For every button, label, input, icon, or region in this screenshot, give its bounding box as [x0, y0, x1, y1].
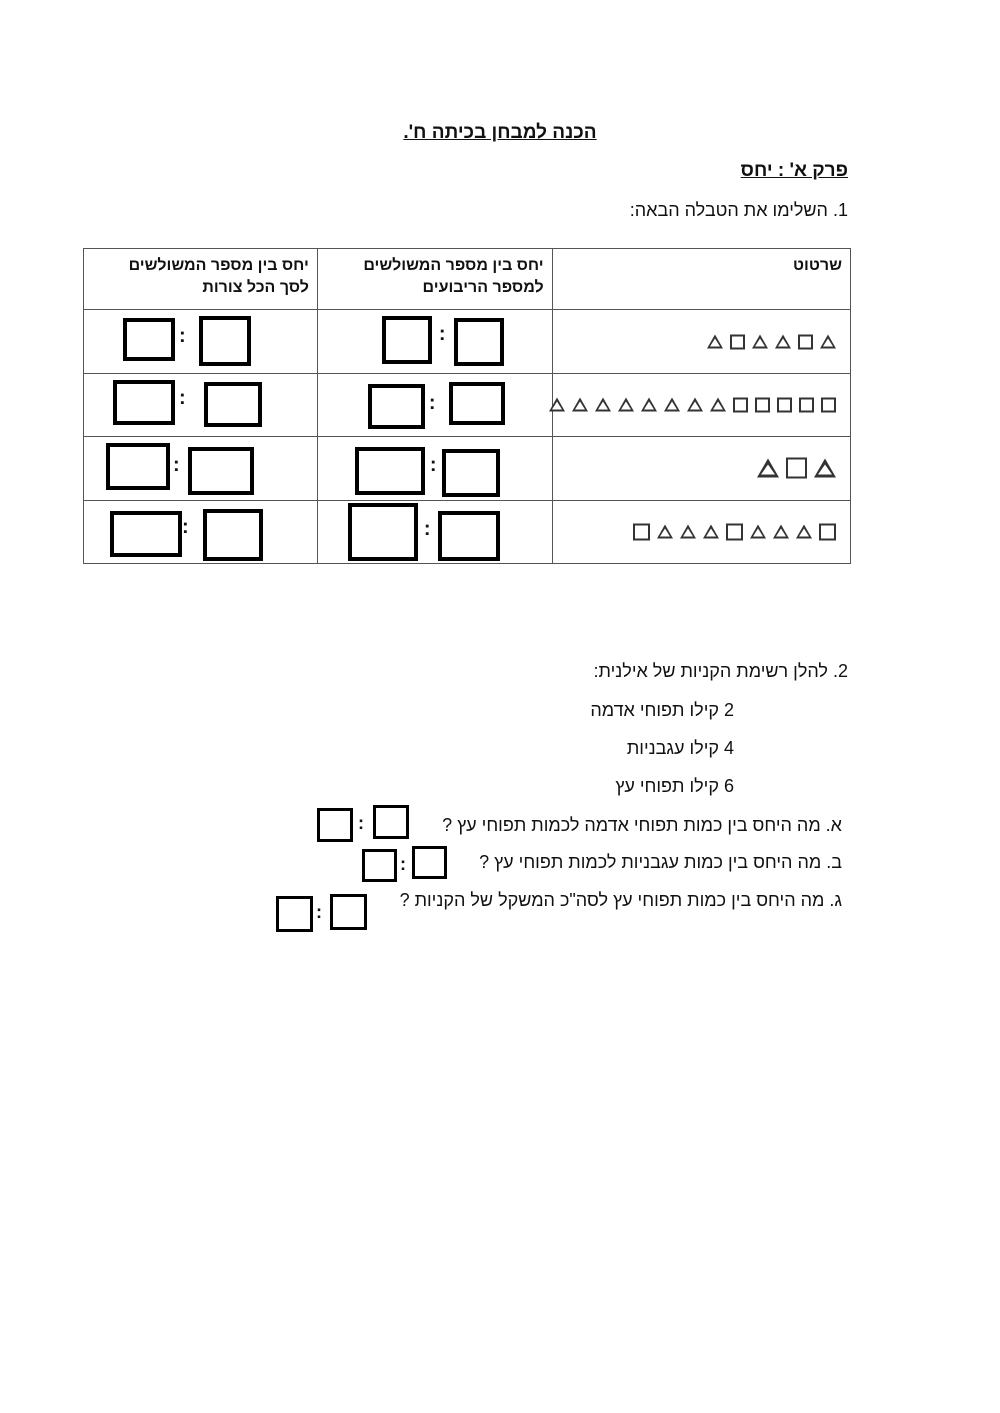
shape-row: [757, 458, 836, 479]
header-triangles-to-squares-line1: יחס בין מספר המשולשים: [363, 257, 544, 274]
square-icon: [819, 523, 836, 540]
triangle-icon: [752, 335, 768, 349]
colon: :: [182, 515, 189, 538]
answer-box[interactable]: [348, 503, 418, 561]
drawing-cell: [552, 500, 850, 563]
triangle-icon: [618, 398, 634, 412]
square-icon: [726, 523, 743, 540]
answer-box[interactable]: [412, 846, 447, 879]
answer-box[interactable]: [113, 380, 175, 425]
answer-cell-triangles-to-total: [84, 500, 318, 563]
triangle-icon: [775, 335, 791, 349]
drawing-cell: [552, 437, 850, 500]
answer-box[interactable]: [204, 382, 262, 427]
answer-box[interactable]: [454, 318, 504, 366]
colon: :: [316, 902, 322, 922]
answer-box[interactable]: [373, 805, 409, 839]
shape-row: [633, 523, 836, 540]
table-row: [84, 310, 851, 373]
square-icon: [633, 523, 650, 540]
answer-cell-triangles-to-squares: [317, 373, 552, 436]
colon: :: [423, 517, 431, 540]
answer-box[interactable]: [106, 443, 170, 490]
answer-box[interactable]: [382, 316, 432, 364]
square-icon: [799, 397, 814, 412]
shape-row: [707, 334, 836, 349]
triangle-icon: [687, 398, 703, 412]
colon: :: [179, 325, 186, 348]
triangle-icon: [707, 335, 723, 349]
page-title: הכנה למבחן בכיתה ח'.: [403, 122, 597, 143]
header-triangles-to-total-line1: יחס בין מספר המשולשים: [128, 257, 309, 274]
colon: :: [179, 386, 186, 409]
answer-box[interactable]: [188, 447, 254, 495]
header-triangles-to-total-line2: לסך הכל צורות: [202, 279, 309, 296]
answer-box[interactable]: [203, 509, 263, 561]
answer-box[interactable]: [123, 318, 175, 361]
colon: :: [438, 323, 446, 346]
colon: :: [400, 854, 406, 874]
square-icon: [821, 397, 836, 412]
answer-cell-triangles-to-squares: [317, 310, 552, 373]
triangle-icon: [595, 398, 611, 412]
question-2a-text: א. מה היחס בין כמות תפוחי אדמה לכמות תפוחי עץ ?: [442, 815, 842, 835]
answer-box[interactable]: [355, 447, 425, 495]
triangle-icon: [750, 525, 766, 539]
triangle-icon: [680, 525, 696, 539]
table-header-row: [84, 249, 851, 310]
square-icon: [798, 334, 813, 349]
triangle-icon: [796, 525, 812, 539]
list-item: 4 קילו עגבניות: [626, 738, 734, 758]
colon: :: [358, 813, 364, 833]
answer-box[interactable]: [330, 894, 367, 930]
table-row: [84, 500, 851, 563]
drawing-cell: [552, 373, 850, 436]
answer-box[interactable]: [317, 808, 353, 842]
square-icon: [730, 334, 745, 349]
square-icon: [786, 458, 807, 479]
question-2-text: 2. להלן רשימת הקניות של אילנית:: [593, 661, 848, 681]
answer-box[interactable]: [438, 511, 500, 561]
answer-box[interactable]: [199, 316, 251, 366]
triangle-icon: [820, 335, 836, 349]
answer-cell-triangles-to-squares: [317, 437, 552, 500]
triangle-icon: [710, 398, 726, 412]
header-triangles-to-squares-line2: למספר הריבועים: [422, 279, 544, 296]
list-item: 2 קילו תפוחי אדמה: [590, 700, 734, 720]
answer-box[interactable]: [276, 896, 313, 932]
question-2b-text: ב. מה היחס בין כמות עגבניות לכמות תפוחי עץ ?: [479, 852, 842, 872]
answer-box[interactable]: [449, 382, 505, 425]
triangle-icon: [757, 459, 779, 478]
drawing-cell: [552, 310, 850, 373]
question-2c-text: ג. מה היחס בין כמות תפוחי עץ לסה"כ המשקל של הקניות ?: [399, 890, 842, 910]
table-row: [84, 373, 851, 436]
colon: :: [429, 454, 437, 477]
header-drawing-label: שרטוט: [793, 257, 842, 274]
answer-cell-triangles-to-total: [84, 310, 318, 373]
answer-cell-triangles-to-total: [84, 373, 318, 436]
triangle-icon: [703, 525, 719, 539]
triangle-icon: [572, 398, 588, 412]
question-1-text: 1. השלימו את הטבלה הבאה:: [629, 200, 848, 220]
triangle-icon: [657, 525, 673, 539]
colon: :: [428, 391, 436, 414]
list-item: 6 קילו תפוחי עץ: [615, 776, 734, 796]
shape-row: [549, 397, 836, 412]
answer-cell-triangles-to-total: [84, 437, 318, 500]
square-icon: [777, 397, 792, 412]
header-drawing: [552, 249, 850, 310]
square-icon: [755, 397, 770, 412]
triangle-icon: [641, 398, 657, 412]
section-heading: פרק א' : יחס: [740, 160, 848, 181]
triangle-icon: [814, 459, 836, 478]
triangle-icon: [773, 525, 789, 539]
answer-box[interactable]: [110, 511, 182, 557]
triangle-icon: [664, 398, 680, 412]
colon: :: [173, 454, 180, 477]
table-row: [84, 437, 851, 500]
square-icon: [733, 397, 748, 412]
answer-box[interactable]: [362, 849, 397, 882]
header-triangles-to-squares: [317, 249, 552, 310]
answer-cell-triangles-to-squares: [317, 500, 552, 563]
ratio-table: [83, 248, 851, 564]
answer-box[interactable]: [368, 384, 425, 429]
answer-box[interactable]: [442, 449, 500, 497]
header-triangles-to-total: [84, 249, 318, 310]
